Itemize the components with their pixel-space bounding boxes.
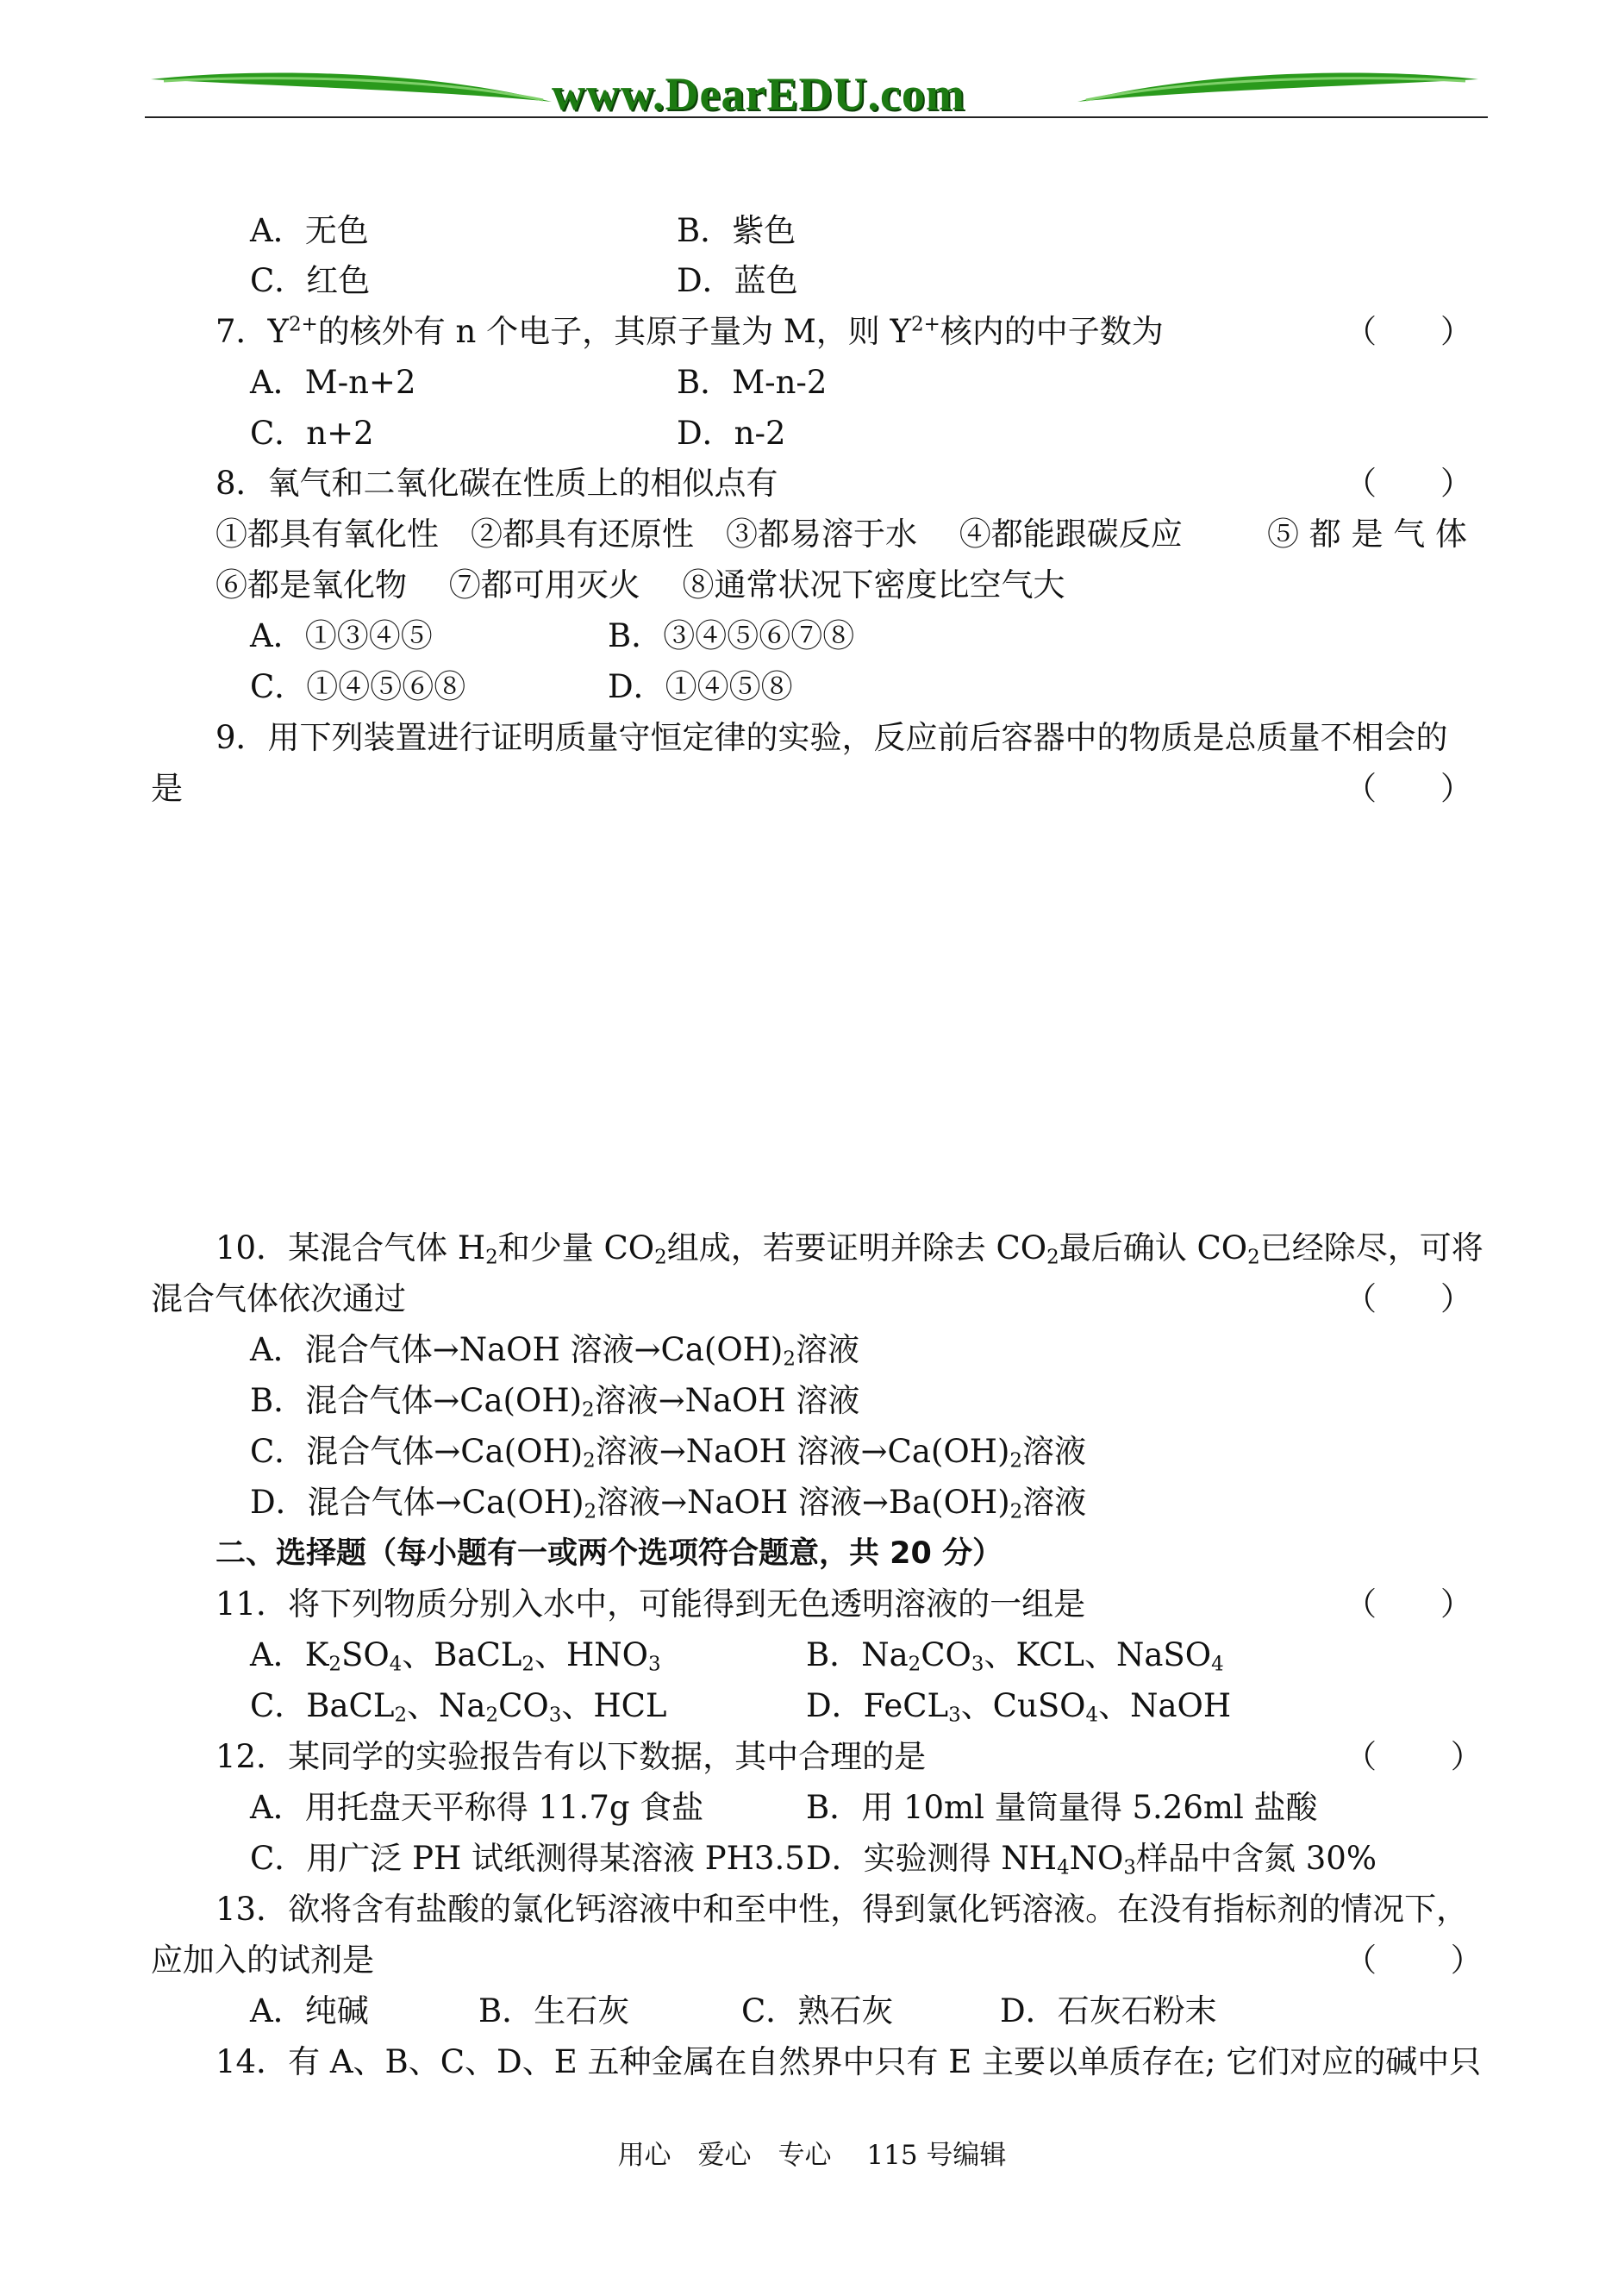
q10-option-c: C．混合气体$\to Ca(OH)_2$溶液→NaOH 溶液$\to Ca(OH)_2$溶液	[250, 1433, 1086, 1473]
q10-stem-continued: 混合气体依次通过	[151, 1280, 406, 1317]
q7-option-a: A．M-n+2	[250, 364, 416, 401]
q11-option-b: B．$Na_2CO_3$、KCL、NaSO$_4$	[806, 1636, 1224, 1676]
q10-answer-paren: （ ）	[1345, 1280, 1472, 1317]
q13-option-d: D．石灰石粉末	[1000, 1992, 1217, 2029]
q8-option-b: B．③④⑤⑥⑦⑧	[608, 617, 855, 654]
q9-answer-paren: （ ）	[1345, 770, 1472, 807]
q8-stem: 8．氧气和二氧化碳在性质上的相似点有	[215, 465, 778, 502]
q12-answer-paren: （ ）	[1345, 1738, 1483, 1775]
q7-option-c: C．n+2	[250, 415, 374, 452]
q10-option-b: B．混合气体$\to Ca(OH)_2$溶液→NaOH 溶液	[250, 1382, 860, 1422]
q12-option-b: B．用 10ml 量筒量得 5.26ml 盐酸	[806, 1789, 1318, 1826]
q6-option-c: C．红色	[250, 262, 371, 299]
q13-option-b: B．生石灰	[478, 1992, 630, 2029]
q10-option-d: D．混合气体$\to Ca(OH)_2$溶液→NaOH 溶液$\to Ba(OH)_2$溶液	[250, 1484, 1087, 1523]
q6-option-b: B．紫色	[677, 212, 796, 249]
q9-stem: 9．用下列装置进行证明质量守恒定律的实验，反应前后容器中的物质是总质量不相会的	[215, 719, 1448, 756]
q7-option-d: D．n-2	[677, 415, 786, 452]
q8-option-c: C．①④⑤⑥⑧	[250, 668, 466, 705]
page-footer: 用心 爱心 专心 115 号编辑	[617, 2140, 1007, 2171]
q12-option-c: C．用广泛 PH 试纸测得某溶液 PH3.5	[250, 1840, 805, 1877]
q13-stem-continued: 应加入的试剂是	[151, 1942, 374, 1979]
q12-option-d: D．实验测得 $NH_4NO_3$样品中含氮 30%	[806, 1840, 1377, 1879]
q6-option-d: D．蓝色	[677, 262, 798, 299]
q7-stem: 7．$Y^{2+}$的核外有 n 个电子，其原子量为 M，则 $Y^{2+}$核内的中子数为	[215, 313, 1164, 350]
q13-stem: 13．欲将含有盐酸的氯化钙溶液中和至中性，得到氯化钙溶液。在没有指标剂的情况下，	[215, 1891, 1469, 1928]
q11-option-d: D．FeCL$_3$、CuSO$_4$、NaOH	[806, 1687, 1232, 1727]
site-logo: www.DearEDU.com	[552, 68, 965, 120]
q12-stem: 12．某同学的实验报告有以下数据，其中合理的是	[215, 1738, 927, 1775]
q11-stem: 11．将下列物质分别入水中，可能得到无色透明溶液的一组是	[215, 1585, 1086, 1623]
q14-stem: 14．有 A、B、C、D、E 五种金属在自然界中只有 E 主要以单质存在; 它们对应的碱中只	[215, 2043, 1482, 2080]
page-header	[0, 0, 1624, 138]
q10-stem: 10．某混合气体 $H_2$和少量 $CO_2$组成，若要证明并除去 $CO_2$最后确认 $CO_2$已经除尽，可将	[215, 1229, 1483, 1269]
q7-option-b: B．M-n-2	[677, 364, 828, 401]
q13-option-c: C．熟石灰	[741, 1992, 894, 2029]
q11-answer-paren: （ ）	[1345, 1585, 1472, 1623]
q10-option-a: A．混合气体→NaOH 溶液$\to Ca(OH)_2$溶液	[250, 1331, 859, 1371]
q11-option-c: C．BaCL$_2$、$Na_2CO_3$、HCL	[250, 1687, 667, 1727]
q8-option-a: A．①③④⑤	[250, 617, 433, 654]
section-2-title: 二、选择题（每小题有一或两个选项符合题意，共 20 分）	[215, 1536, 1003, 1571]
q11-option-a: A．$K_2SO_4$、BaCL$_2$、$HNO_3$	[250, 1636, 661, 1676]
q7-answer-paren: （ ）	[1345, 313, 1472, 350]
q12-option-a: A．用托盘天平称得 11.7g 食盐	[250, 1789, 704, 1826]
q8-statements-row-1: ①都具有氧化性 ②都具有还原性 ③都易溶于水 ④都能跟碳反应	[215, 516, 1183, 553]
q8-option-d: D．①④⑤⑧	[608, 668, 793, 705]
q6-option-a: A．无色	[250, 212, 369, 249]
q9-stem-continued: 是	[151, 770, 183, 807]
q13-option-a: A．纯碱	[250, 1992, 369, 2029]
q13-answer-paren: （ ）	[1345, 1942, 1483, 1979]
q8-answer-paren: （ ）	[1345, 465, 1472, 502]
q8-statements-row-2: ⑥都是氧化物 ⑦都可用灭火 ⑧通常状况下密度比空气大	[215, 566, 1065, 603]
q8-statement-5: ⑤ 都 是 气 体	[1267, 516, 1468, 553]
